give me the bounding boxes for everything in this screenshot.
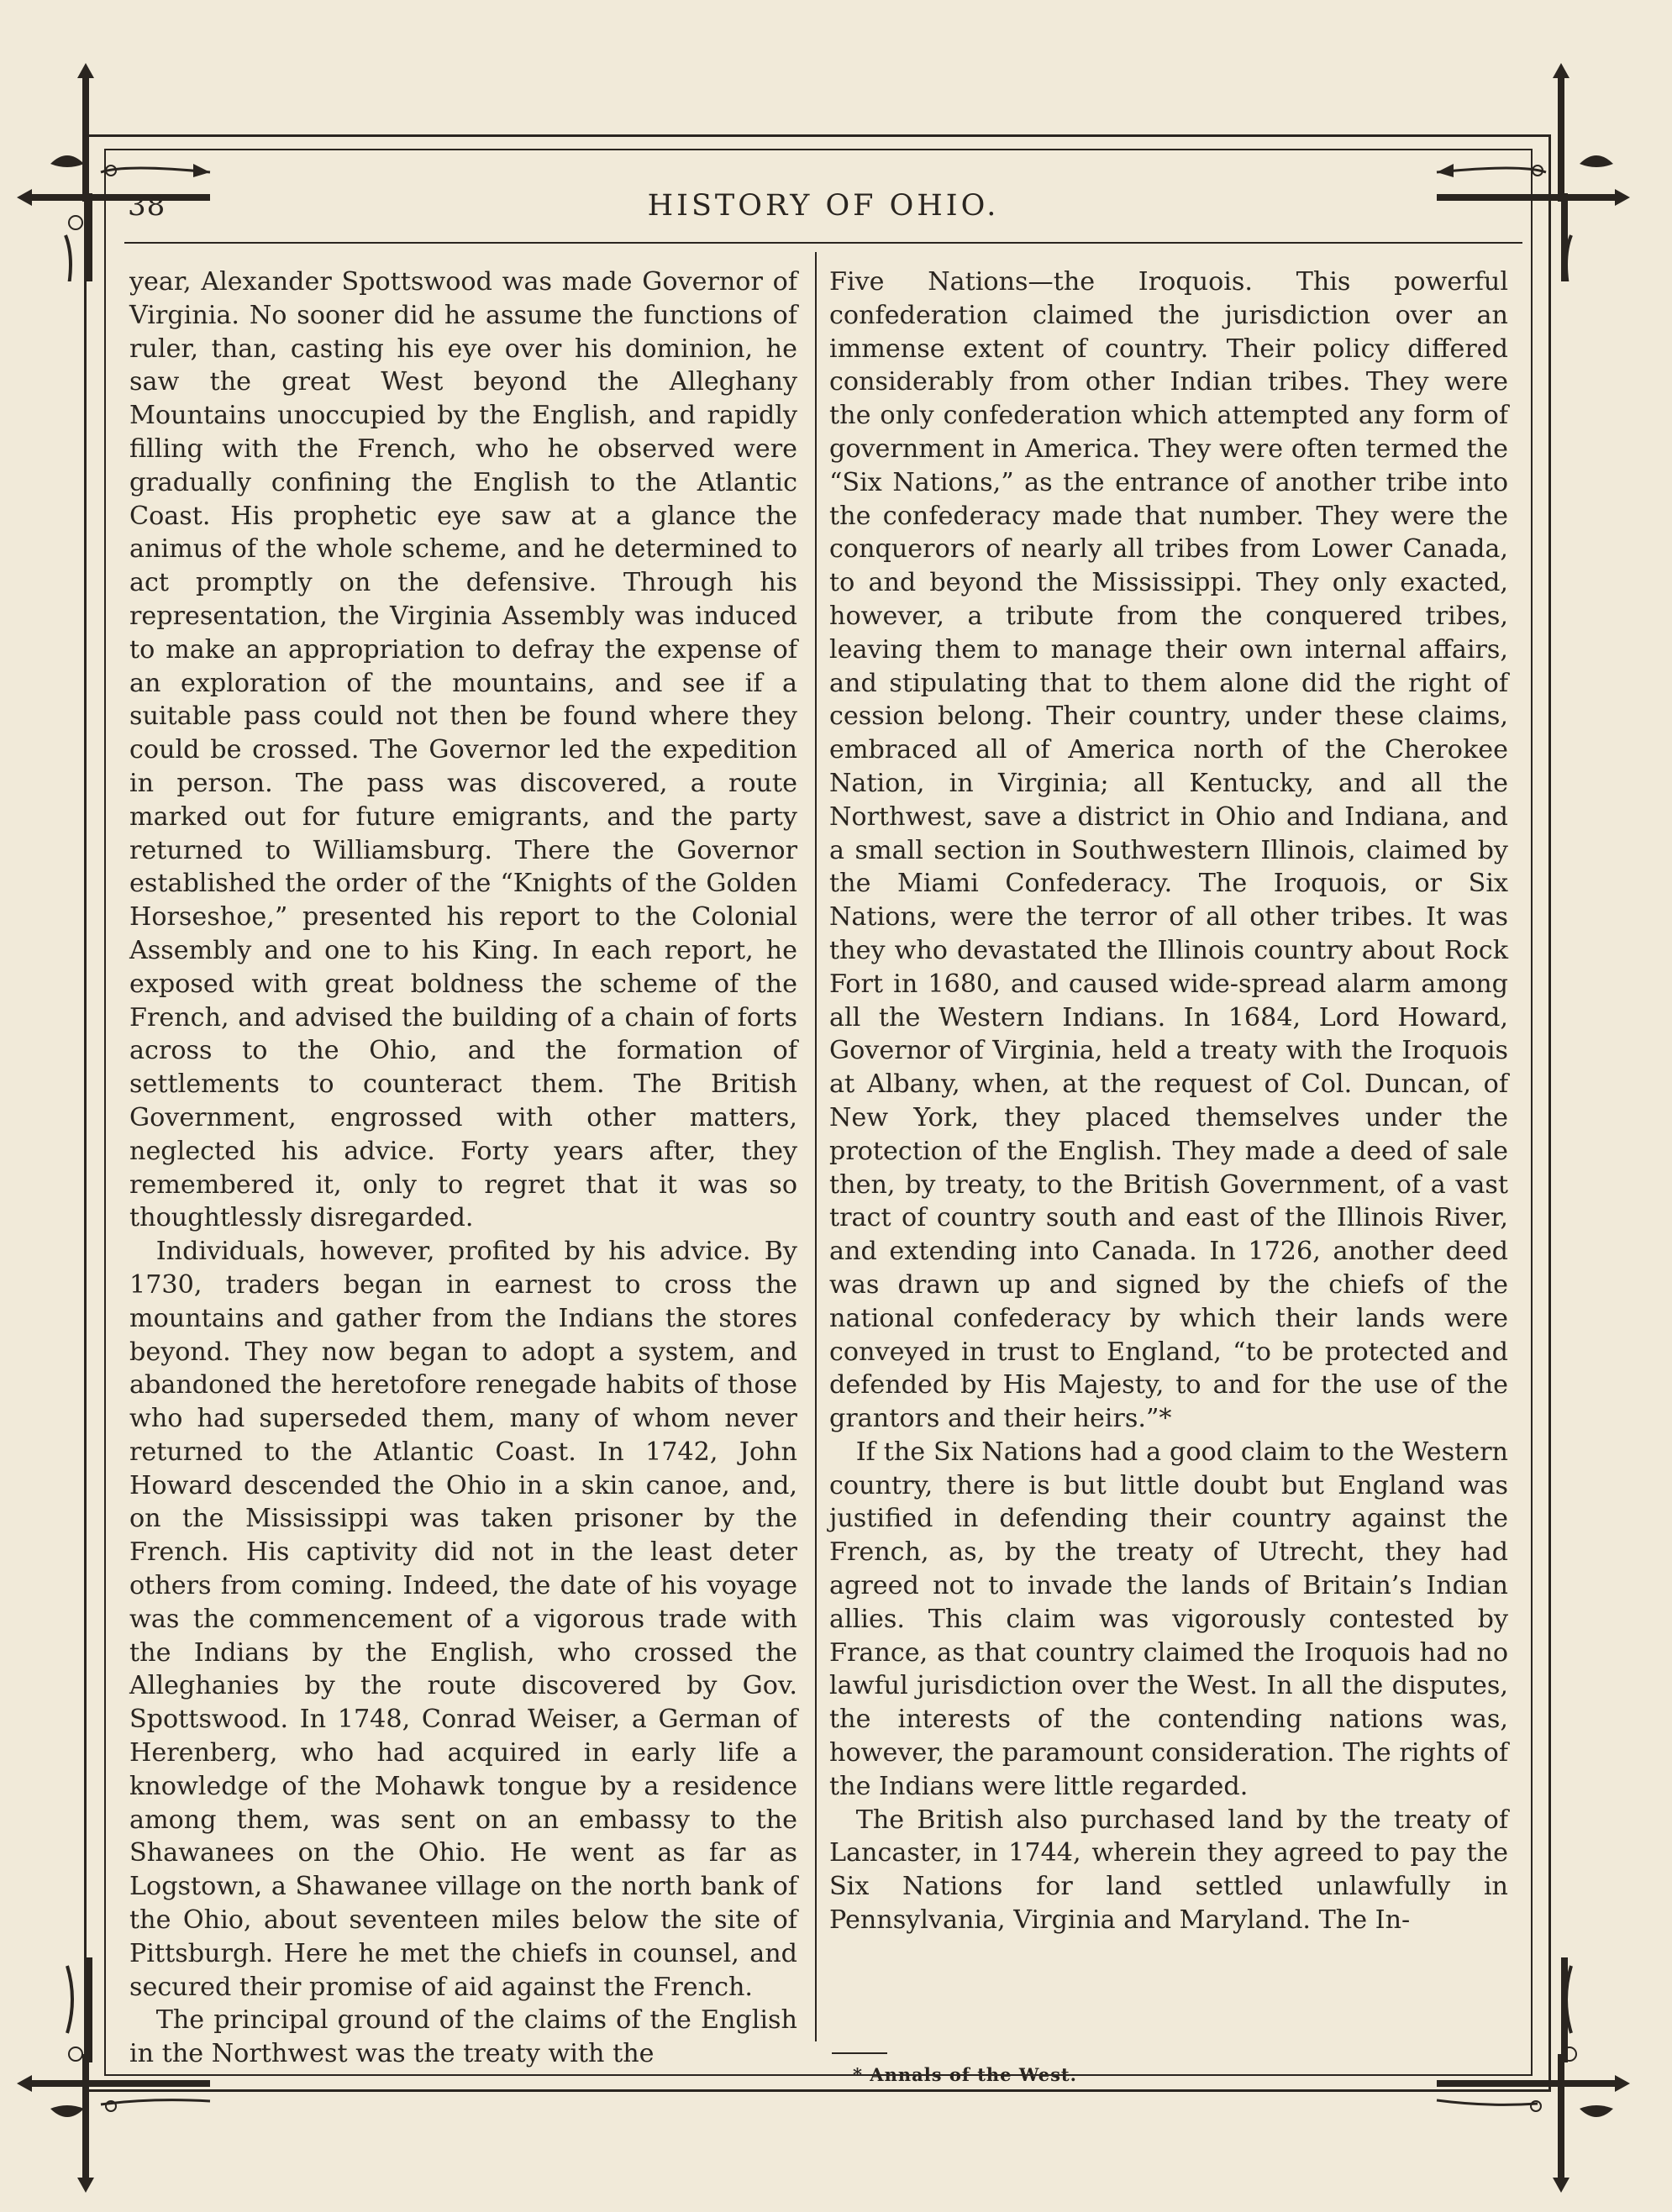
left-column bbox=[129, 265, 797, 2071]
header-rule bbox=[124, 242, 1522, 244]
right-column bbox=[829, 265, 1508, 1937]
paragraph: The principal ground of the claims of the English in the Northwest was the treaty with the bbox=[129, 2005, 797, 2069]
paragraph: year, Alexander Spottswood was made Governor of Virginia. No sooner did he assume the functions of ruler, than, casting his eye over his dominion, he saw the great West beyond the Alleghany Mountains unoccupied by the English, and rapidly filling with the French, who he observed were gradually confining the English to the Atlantic Coast. His prophetic eye saw at a glance the animus of the whole scheme, and he determined to act promptly on the defensive. Through his representation, the Virginia Assembly was induced to make an appropriation to defray the expense of an exploration of the mountains, and see if a suitable pass could not then be found where they could be crossed. The Governor led the expedition in person. The pass was discovered, a route marked out for future emigrants, and the party returned to Williamsburg. There the Governor established the order of the “Knights of the Golden Horseshoe,” presented his report to the Colonial Assembly and one to his King. In each report, he exposed with great boldness the scheme of the French, and advised the building of a chain of forts across to the Ohio, and the formation of settlements to counteract them. The British Government, engrossed with other matters, neglected his advice. Forty years after, they remembered it, only to regret that it was so thoughtlessly disregarded. bbox=[129, 267, 797, 1233]
paragraph: Individuals, however, profited by his advice. By 1730, traders began in earnest to cross the mountains and gather from the Indians the stores beyond. They now began to adopt a system, and abandoned the heretofore renegade habits of those who had superseded them, many of whom never returned to the Atlantic Coast. In 1742, John Howard descended the Ohio in a skin canoe, and, on the Mississippi was taken prisoner by the French. His captivity did not in the least deter others from coming. Indeed, the date of his voyage was the commencement of a vigorous trade with the Indians by the English, who crossed the Alleghanies by the route discovered by Gov. Spottswood. In 1748, Conrad Weiser, a German of Herenberg, who had acquired in early life a knowledge of the Mohawk tongue by a residence among them, was sent on an embassy to the Shawanees on the Ohio. He went as far as Logstown, a Shawanee village on the north bank of the Ohio, about seventeen miles below the site of Pittsburgh. Here he met the chiefs in counsel, and secured their promise of aid against the French. bbox=[129, 1237, 797, 2002]
paragraph: If the Six Nations had a good claim to the Western country, there is but little doubt but England was justified in defending their country against the French, as, by the treaty of Utrecht, they had agreed not to invade the lands of Britain’s Indian allies. This claim was vigorously contested by France, as that country claimed the Iroquois had no lawful jurisdiction over the West. In all the disputes, the interests of the contending nations was, however, the paramount consideration. The rights of the Indians were little regarded. bbox=[829, 1437, 1508, 1801]
page-header bbox=[126, 189, 1521, 231]
page-number: 38 bbox=[128, 189, 166, 223]
column-divider bbox=[815, 252, 817, 2041]
paragraph: Five Nations—the Iroquois. This powerful confederation claimed the jurisdiction over an immense extent of country. Their policy differed considerably from other Indian tribes. They were the only confederation which attempted any form of government in America. They were often termed the “Six Nations,” as the entrance of another tribe into the confederacy made that number. They were the conquerors of nearly all tribes from Lower Canada, to and beyond the Mississippi. They only exacted, however, a tribute from the conquered tribes, leaving them to manage their own internal affairs, and stipulating that to them alone did the right of cession belong. Their country, under these claims, embraced all of America north of the Cherokee Nation, in Virginia; all Kentucky, and all the Northwest, save a district in Ohio and Indiana, and a small section in Southwestern Illinois, claimed by the Miami Confederacy. The Iroquois, or Six Nations, were the terror of all other tribes. It was they who devastated the Illinois country about Rock Fort in 1680, and caused wide-spread alarm among all the Western Indians. In 1684, Lord Howard, Governor of Virginia, held a treaty with the Iroquois at Albany, when, at the request of Col. Duncan, of New York, they placed themselves under the protection of the English. They made a deed of sale then, by treaty, to the British Government, of a vast tract of country south and east of the Illinois River, and extending into Canada. In 1726, another deed was drawn up and signed by the chiefs of the national confederacy by which their lands were conveyed in trust to England, “to be protected and defended by His Majesty, to and for the use of the grantors and their heirs.”* bbox=[829, 267, 1508, 1434]
paragraph: The British also purchased land by the treaty of Lancaster, in 1744, wherein they agreed to pay the Six Nations for land settled unlawfully in Pennsylvania, Virginia and Maryland. The In- bbox=[829, 1805, 1508, 1936]
footnote-rule bbox=[832, 2052, 887, 2054]
running-title: HISTORY OF OHIO. bbox=[647, 189, 1000, 223]
footnote: * Annals of the West. bbox=[853, 2064, 1077, 2085]
